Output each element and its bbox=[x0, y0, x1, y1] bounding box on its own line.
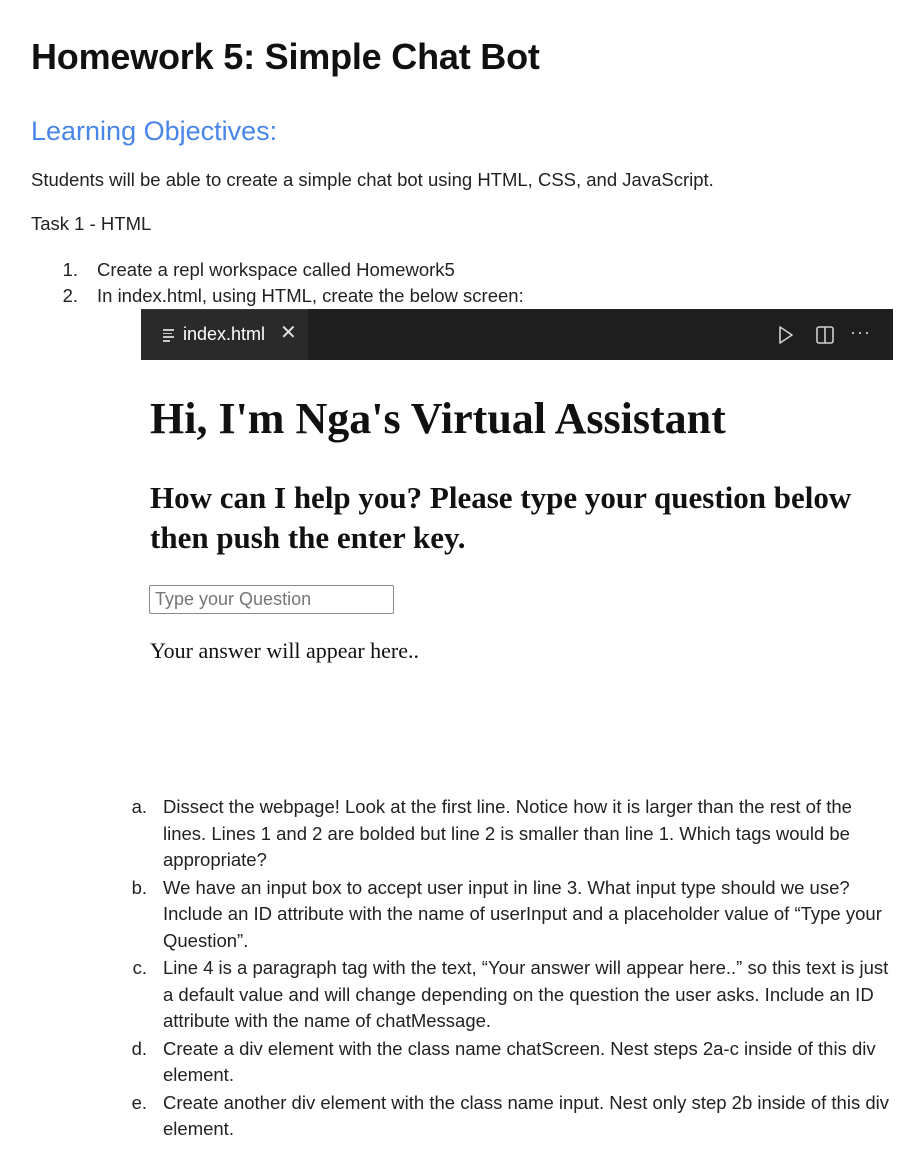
preview-question-input[interactable] bbox=[149, 585, 394, 614]
split-editor-icon[interactable] bbox=[815, 325, 835, 345]
list-marker: e. bbox=[131, 1091, 147, 1113]
list-marker: a. bbox=[131, 796, 147, 817]
task-label: Task 1 - HTML bbox=[31, 213, 152, 234]
objectives-text: Students will be able to create a simple chat bot using HTML, CSS, and JavaScript. bbox=[31, 169, 714, 190]
list-item bbox=[127, 794, 897, 874]
close-icon[interactable]: ✕ bbox=[280, 322, 297, 344]
substeps-list bbox=[127, 794, 897, 1144]
editor-tab-bar bbox=[141, 309, 893, 360]
more-actions-icon[interactable]: ··· bbox=[850, 322, 871, 342]
step-number: 1. bbox=[62, 259, 78, 280]
step-text: In index.html, using HTML, create the below screen: bbox=[97, 285, 524, 306]
list-marker: d. bbox=[131, 1037, 147, 1059]
step-text: Create a repl workspace called Homework5 bbox=[97, 259, 455, 280]
file-lines-icon bbox=[163, 329, 174, 341]
editor-tab-index-html[interactable] bbox=[141, 309, 308, 360]
list-item-text: Line 4 is a paragraph tag with the text, “Your answer will appear here..” so this text is just a default value and will change depending on the question the user asks. Include an ID attribute with the name of chatMessage. bbox=[163, 957, 889, 1031]
list-item bbox=[127, 955, 897, 1035]
list-item-text: Create a div element with the class name chatScreen. Nest steps 2a-c inside of this div element. bbox=[163, 1037, 876, 1085]
preview-heading-2: How can I help you? Please type your question below then push the enter key. bbox=[150, 480, 852, 555]
editor-tab-label: index.html bbox=[183, 324, 266, 344]
objectives-heading: Learning Objectives: bbox=[31, 116, 278, 146]
preview-heading-1: Hi, I'm Nga's Virtual Assistant bbox=[150, 394, 726, 443]
list-item bbox=[127, 875, 897, 955]
list-marker: c. bbox=[132, 957, 147, 978]
document-title: Homework 5: Simple Chat Bot bbox=[31, 36, 540, 77]
preview-answer-text: Your answer will appear here.. bbox=[150, 638, 420, 663]
list-item bbox=[127, 1036, 897, 1089]
list-item-text: Dissect the webpage! Look at the first line. Notice how it is larger than the rest of the lines. Lines 1 and 2 are bolded but line 2 is smaller than line 1. Which tags would be appropriate? bbox=[163, 796, 852, 870]
step-number: 2. bbox=[62, 285, 78, 306]
list-marker: b. bbox=[131, 876, 147, 898]
list-item bbox=[127, 1090, 897, 1143]
run-icon[interactable] bbox=[777, 325, 795, 345]
list-item-text: Create another div element with the class name input. Nest only step 2b inside of this div element. bbox=[163, 1091, 889, 1139]
list-item-text: We have an input box to accept user input in line 3. What input type should we use? Include an ID attribute with the name of userInput and a placeholder value of “Type your Question”. bbox=[163, 876, 882, 951]
